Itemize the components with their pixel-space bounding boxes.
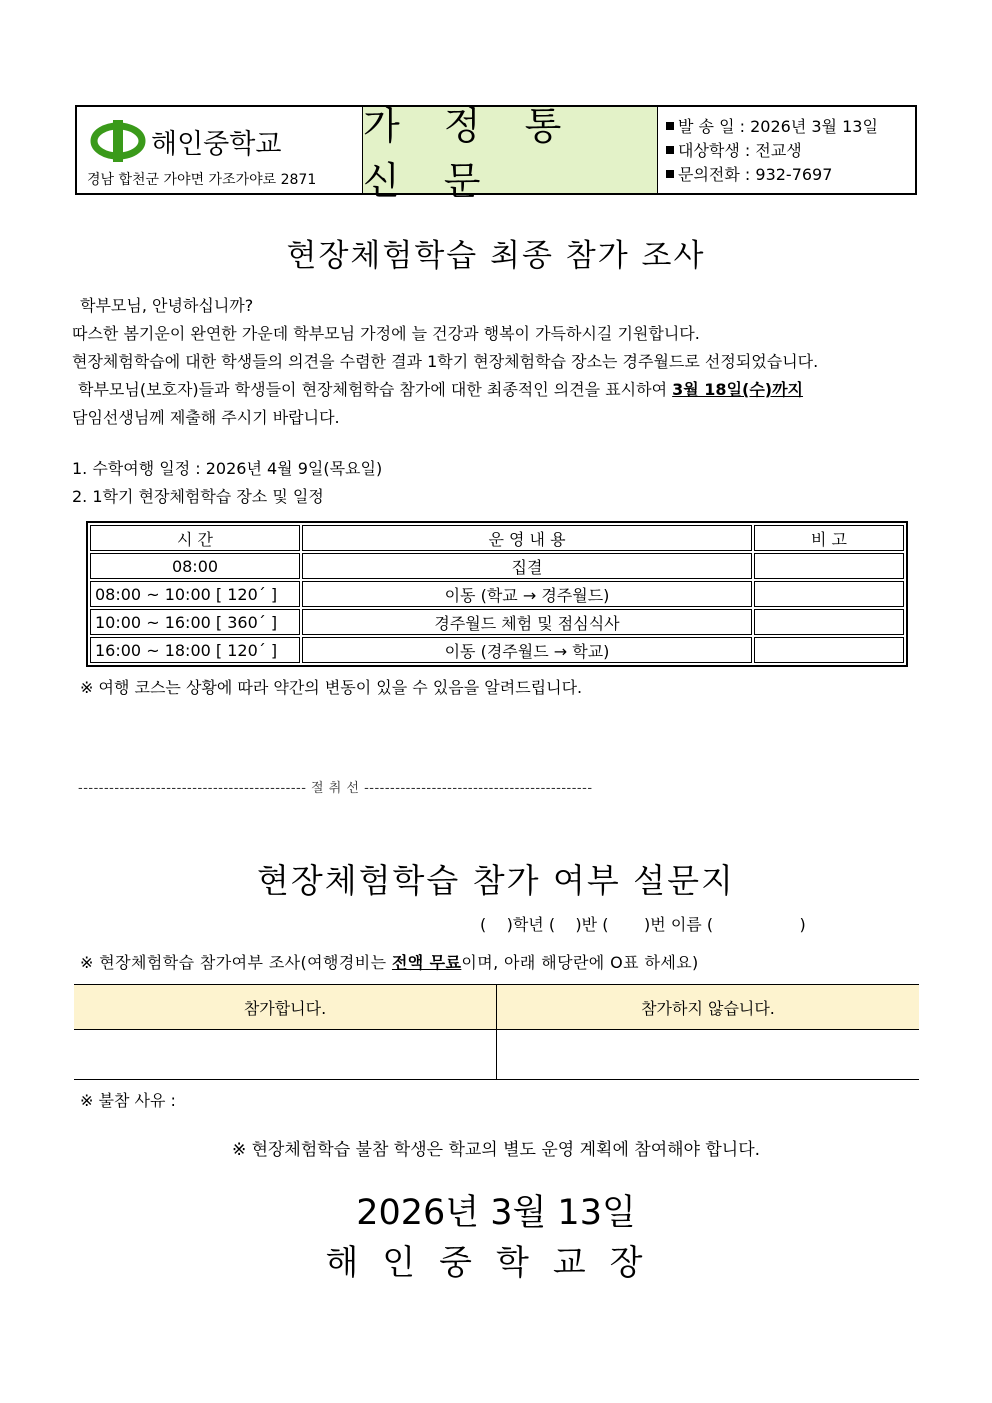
not-participate-answer-cell[interactable] [497,1030,919,1078]
table-row: 08:00 ~ 10:00 [ 120´ ] 이동 (학교 → 경주월드) [90,581,904,607]
contact-phone: 문의전화 : 932-7697 [666,163,915,187]
table-row: 16:00 ~ 18:00 [ 120´ ] 이동 (경주월드 → 학교) [90,637,904,663]
dispatch-info-cell [658,107,915,193]
option-participate: 참가합니다. [243,998,327,1018]
option-not-participate: 참가하지 않습니다. [641,998,775,1018]
header-time: 시 간 [90,525,300,551]
survey-instruction: ※ 현장체험학습 참가여부 조사(여행경비는 전액 무료이며, 아래 해당란에 O표 하세요) [80,953,699,972]
schedule-table [86,521,908,667]
absence-reason-label: ※ 불참 사유 : [80,1091,176,1110]
notice-title: 현장체험학습 최종 참가 조사 [286,238,706,274]
free-label: 전액 무료 [391,953,462,972]
bullet-square-icon [666,122,674,130]
newsletter-title: 가 정 통 신 문 [363,104,578,203]
notice-body [72,292,924,432]
paragraph-3: 학부모님(보호자)들과 학생들이 현장체험학습 참가에 대한 최종적인 의견을 표시하여 3월 18일(수)까지 [78,380,804,399]
target-students: 대상학생 : 전교생 [666,139,915,163]
school-address: 경남 합천군 가야면 가조가야로 2871 [87,172,317,188]
newsletter-header [75,104,917,203]
bullet-square-icon [666,170,674,178]
survey-table [74,984,919,1080]
cut-line: -------------------------------------------- 절 취 선 -------------------------------------------- [78,781,593,796]
school-info-cell [77,107,363,193]
header-content: 운 영 내 용 [302,525,752,551]
header-remarks: 비 고 [754,525,904,551]
issue-date: 2026년 3월 13일 [356,1193,636,1233]
paragraph-2: 현장체험학습에 대한 학생들의 의견을 수렴한 결과 1학기 현장체험학습 장소는 경주월드로 선정되었습니다. [72,352,819,371]
schedule-note: ※ 여행 코스는 상황에 따라 약간의 변동이 있을 수 있음을 알려드립니다. [80,678,583,697]
school-logo-icon [89,119,147,163]
newsletter-title-cell [363,104,658,203]
school-name: 해인중학교 [151,128,282,160]
greeting: 학부모님, 안녕하십니까? [80,296,254,315]
deadline: 3월 18일(수)까지 [672,380,804,399]
item-place-schedule: 2. 1학기 현장체험학습 장소 및 일정 [72,487,324,506]
paragraph-3-cont: 담임선생님께 제출해 주시기 바랍니다. [72,408,340,427]
principal-signature: 해인중학교장 [325,1243,667,1283]
table-header-row [90,525,904,551]
student-info-line: ( )학년 ( )반 ( )번 이름 ( ) [480,915,806,934]
school-logo-row [89,119,281,163]
schedule-items [72,455,924,511]
item-trip-date: 1. 수학여행 일정 : 2026년 4월 9일(목요일) [72,459,383,478]
survey-title: 현장체험학습 참가 여부 설문지 [257,861,735,900]
table-row: 10:00 ~ 16:00 [ 360´ ] 경주월드 체험 및 점심식사 [90,609,904,635]
participate-answer-cell[interactable] [74,1030,496,1078]
column-divider [496,985,497,1079]
table-row: 08:00 집결 [90,553,904,579]
nonparticipant-note: ※ 현장체험학습 불참 학생은 학교의 별도 운영 계획에 참여해야 합니다. [231,1140,761,1160]
paragraph-1: 따스한 봄기운이 완연한 가운데 학부모님 가정에 늘 건강과 행복이 가득하시길 기원합니다. [72,324,700,343]
bullet-square-icon [666,146,674,154]
dispatch-date: 발 송 일 : 2026년 3월 13일 [666,115,915,139]
